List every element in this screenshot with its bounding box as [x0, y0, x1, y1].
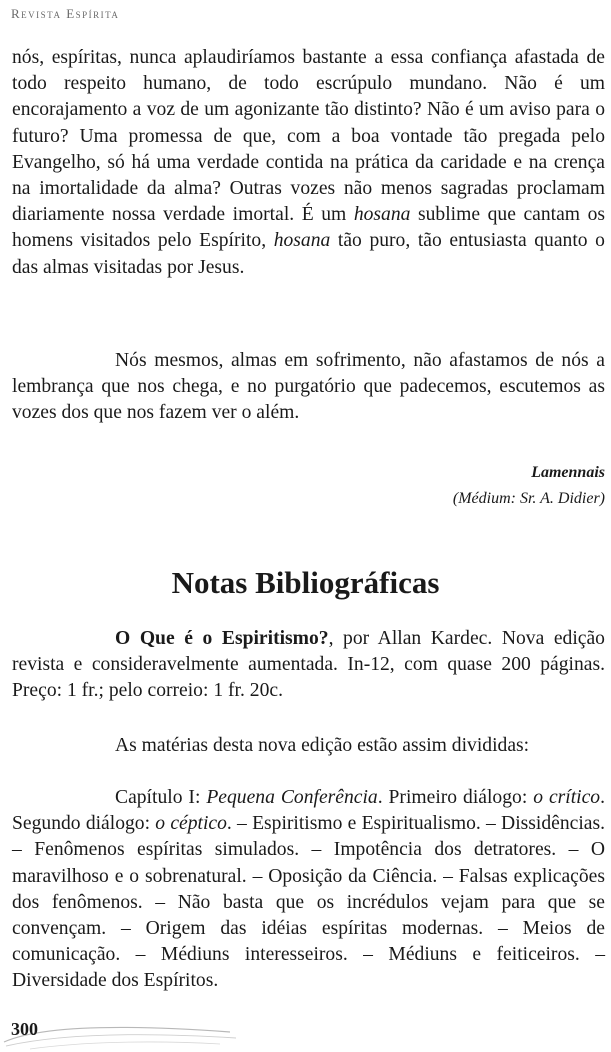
text-run: tão puro, tão entusiasta quanto o das almas visitadas por Jesus.: [12, 230, 605, 278]
book-title: O Que é o Espiritismo?: [115, 628, 329, 649]
italic-term: hosana: [353, 204, 411, 226]
italic-term: o crítico: [533, 787, 601, 808]
text-run: sublime que cantam os homens visitados pelo Espírito,: [12, 204, 605, 252]
closing-paragraph: Nós mesmos, almas em sofrimento, não afastamos de nós a lembrança que nos chega, e no purgatório que padecemos, escutemos as vozes dos que nos fazem ver o além.: [12, 350, 605, 424]
divisions-intro: As matérias desta nova edição estão assim divididas:: [115, 735, 530, 756]
book-entry: [12, 626, 605, 705]
running-head: Revista Espírita: [11, 6, 120, 21]
section-title: Notas Bibliográficas: [171, 565, 440, 600]
text-run: . – Espiritismo e Espiritualismo. – Dissidências. – Fenômenos espíritas simulados. – Impotência dos detratores. – O maravilhoso e o sobrenatural. – Oposição da Ciência. – Falsas explicações dos fenômenos. – Não basta que os incrédulos vejam para que se convençam. – Origem das idéias espíritas modernas. – Meios de comunicação. – Médiuns interesseiros. – Médiuns e feiticeiros. – Diversidade dos Espíritos.: [12, 813, 605, 992]
text-run: . Segundo diálogo:: [12, 787, 605, 835]
text-run: nós, espíritas, nunca aplaudiríamos bastante a essa confiança afastada de todo respeito humano, de todo escrúpulo mundano. Não é um encorajamento a voz de um agonizante tão distinto? Não é um aviso para o futuro? Uma promessa de que, com a boa vontade tão pregada pelo Evangelho, só há uma verdade contida na prática da caridade e na crença na imortalidade da alma? Outras vozes não menos sagradas proclamam diariamente nossa verdade imortal. É um: [12, 47, 605, 226]
chapter-1-paragraph: [12, 785, 605, 995]
continuation-paragraph: [12, 45, 605, 281]
book-details: , por Allan Kardec. Nova edição revista e consideravelmente aumentada. In-12, com quase 200 páginas. Preço: 1 fr.; pelo correio: 1 fr. 20c.: [12, 628, 605, 702]
signature-name: Lamennais: [531, 464, 605, 481]
page-number: 300: [11, 1019, 38, 1039]
text-run: . Primeiro diálogo:: [377, 787, 534, 808]
chapter-title: Pequena Conferência: [206, 787, 378, 808]
text-run: Capítulo I:: [115, 787, 207, 808]
italic-term: hosana: [273, 230, 331, 252]
italic-term: o céptico: [155, 813, 227, 835]
signature-medium: (Médium: Sr. A. Didier): [452, 490, 605, 507]
